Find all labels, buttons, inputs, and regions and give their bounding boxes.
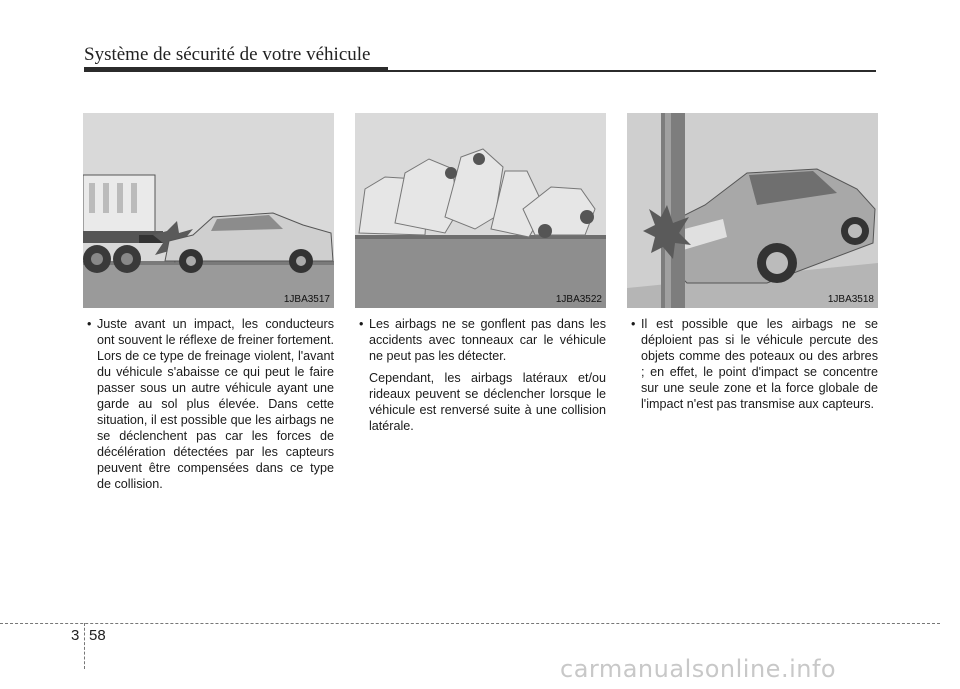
- watermark: carmanualsonline.info: [560, 655, 837, 683]
- chapter-number: 3: [71, 627, 80, 644]
- footer-divider: [0, 623, 940, 624]
- figure-code: 1JBA3518: [827, 294, 874, 305]
- footer-vertical-divider: [84, 623, 85, 669]
- page-number: 58: [89, 627, 106, 644]
- column-1: [83, 316, 334, 492]
- figure-rollover: [355, 113, 606, 308]
- paragraph-text: Cependant, les airbags latéraux et/ou rideaux peuvent se déclencher lorsque le véhicule est renversé suite à une collision latérale.: [369, 371, 606, 433]
- header-rule-thin: [388, 70, 876, 72]
- bullet-text: • Les airbags ne se gonflent pas dans les accidents avec tonneaux car le véhicule ne peut pas les détecter.: [355, 316, 606, 364]
- rollover-illustration: [355, 113, 606, 308]
- bullet-text: • Juste avant un impact, les conducteurs ont souvent le réflexe de freiner fortement. Lors de ce type de freinage violent, l'avant du véhicule s'abaisse ce qui peut le faire passer sous un autre véhicule ayant une garde au sol plus élevée. Dans cette situation, il est possible que les airbags ne se déclenchent pas car les forces de décélération détectées par les capteurs peuvent être compensées dans ce type de collision.: [83, 316, 334, 492]
- bullet-text: • Il est possible que les airbags ne se déploient pas si le véhicule percute des objets comme des poteaux ou des arbres ; en effet, le point d'impact se concentre sur une seule zone et la force globale de l'impact n'est pas transmise aux capteurs.: [627, 316, 878, 412]
- figure-underride: [83, 113, 334, 308]
- pole-impact-illustration: [627, 113, 878, 308]
- column-3: [627, 316, 878, 412]
- figure-pole-impact: [627, 113, 878, 308]
- figure-code: 1JBA3522: [555, 294, 602, 305]
- underride-illustration: [83, 113, 334, 308]
- column-2: [355, 316, 606, 434]
- header-rule-thick: [84, 67, 388, 72]
- figure-code: 1JBA3517: [283, 294, 330, 305]
- page-header-title: Système de sécurité de votre véhicule: [84, 44, 371, 65]
